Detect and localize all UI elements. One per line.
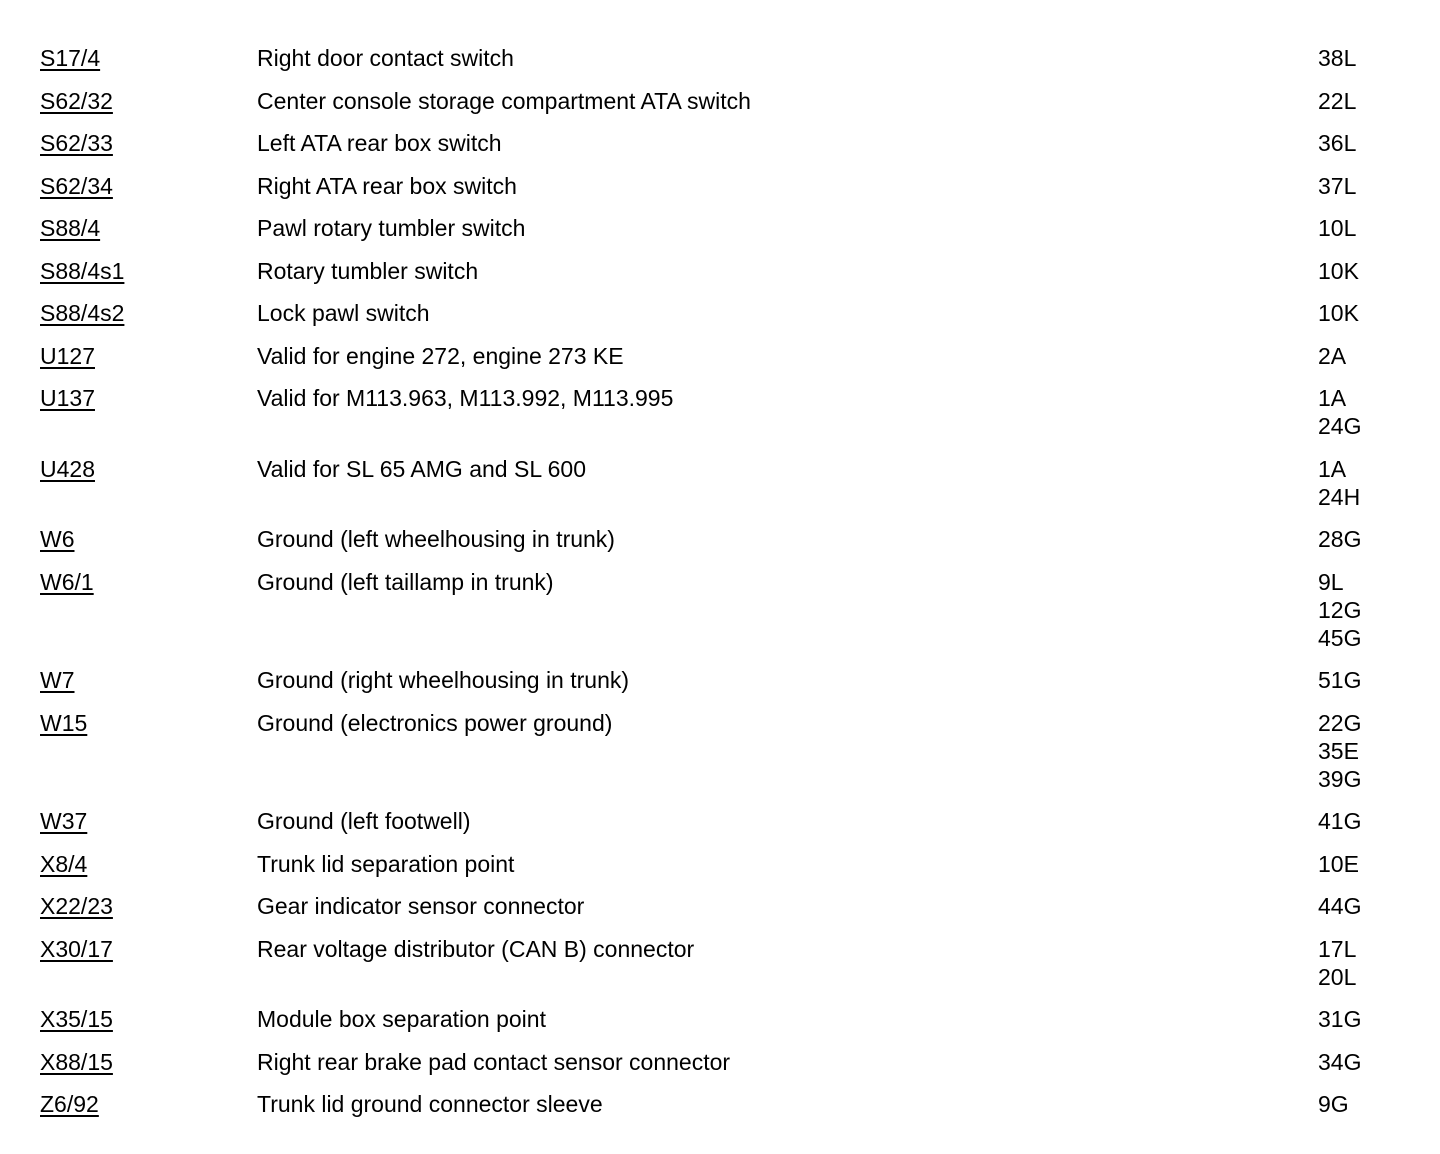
component-code-link[interactable]: U428 — [40, 455, 95, 482]
grid-coordinate: 9G — [1318, 1091, 1349, 1117]
component-code-link[interactable]: S17/4 — [40, 45, 101, 71]
component-legend-table — [0, 44, 1440, 1133]
grid-coordinate: 39G — [1318, 765, 1362, 792]
component-description: Gear indicator sensor connector — [257, 893, 585, 919]
grid-coordinate: 36L — [1318, 130, 1357, 156]
grid-coordinate: 37L — [1318, 172, 1357, 199]
component-code-link[interactable]: Z6/92 — [40, 1091, 99, 1117]
component-code-link[interactable]: X88/15 — [40, 1048, 113, 1075]
grid-coordinate: 24G — [1318, 413, 1362, 439]
grid-coordinates — [1318, 44, 1440, 72]
component-code-link[interactable]: S88/4s1 — [40, 257, 125, 284]
grid-coordinate: 2A — [1318, 342, 1347, 369]
legend-row — [0, 1090, 1440, 1118]
grid-coordinate: 22L — [1318, 87, 1357, 114]
component-description: Rear voltage distributor (CAN B) connector — [257, 935, 695, 962]
grid-coordinates — [1318, 455, 1440, 511]
legend-row — [0, 257, 1440, 285]
component-code-link[interactable]: S88/4s2 — [40, 300, 125, 326]
grid-coordinate: 22G — [1318, 709, 1362, 736]
grid-coordinates — [1318, 709, 1440, 793]
component-description: Pawl rotary tumbler switch — [257, 215, 526, 241]
grid-coordinates — [1318, 299, 1440, 327]
grid-coordinates — [1318, 666, 1440, 694]
component-description: Trunk lid ground connector sleeve — [257, 1091, 603, 1117]
component-description: Ground (right wheelhousing in trunk) — [257, 667, 630, 693]
grid-coordinate: 41G — [1318, 808, 1362, 834]
grid-coordinate: 35E — [1318, 737, 1359, 764]
grid-coordinate: 10L — [1318, 215, 1357, 241]
component-description: Right ATA rear box switch — [257, 172, 517, 199]
component-description: Valid for engine 272, engine 273 KE — [257, 342, 624, 369]
grid-coordinates — [1318, 525, 1440, 553]
grid-coordinates — [1318, 214, 1440, 242]
legend-row — [0, 568, 1440, 652]
grid-coordinates — [1318, 129, 1440, 157]
component-code-link[interactable]: W15 — [40, 709, 88, 736]
grid-coordinate: 10K — [1318, 300, 1359, 326]
grid-coordinate: 10K — [1318, 257, 1359, 284]
component-description: Right door contact switch — [257, 45, 514, 71]
legend-row — [0, 299, 1440, 327]
component-code-link[interactable]: X22/23 — [40, 893, 113, 919]
legend-row — [0, 525, 1440, 553]
component-description: Trunk lid separation point — [257, 850, 515, 877]
legend-row — [0, 342, 1440, 370]
component-code-link[interactable]: U137 — [40, 385, 95, 411]
legend-row — [0, 455, 1440, 511]
component-code-link[interactable]: W37 — [40, 808, 88, 834]
component-description: Ground (electronics power ground) — [257, 709, 613, 736]
component-description: Ground (left taillamp in trunk) — [257, 568, 554, 595]
component-description: Valid for SL 65 AMG and SL 600 — [257, 455, 587, 482]
legend-row — [0, 1048, 1440, 1076]
grid-coordinates — [1318, 935, 1440, 991]
component-code-link[interactable]: X35/15 — [40, 1006, 113, 1032]
component-description: Module box separation point — [257, 1006, 546, 1032]
legend-row — [0, 44, 1440, 72]
grid-coordinate: 44G — [1318, 893, 1362, 919]
component-description: Center console storage compartment ATA switch — [257, 87, 751, 114]
grid-coordinates — [1318, 87, 1440, 115]
grid-coordinate: 9L — [1318, 568, 1344, 595]
component-code-link[interactable]: W6/1 — [40, 568, 94, 595]
component-description: Right rear brake pad contact sensor connector — [257, 1048, 731, 1075]
grid-coordinates — [1318, 568, 1440, 652]
grid-coordinate: 1A — [1318, 385, 1347, 411]
grid-coordinate: 24H — [1318, 483, 1361, 510]
grid-coordinate: 38L — [1318, 45, 1357, 71]
legend-row — [0, 892, 1440, 920]
grid-coordinates — [1318, 384, 1440, 440]
grid-coordinate: 17L — [1318, 935, 1357, 962]
component-description: Valid for M113.963, M113.992, M113.995 — [257, 385, 674, 411]
grid-coordinates — [1318, 1005, 1440, 1033]
legend-row — [0, 807, 1440, 835]
component-code-link[interactable]: W7 — [40, 667, 75, 693]
legend-row — [0, 850, 1440, 878]
component-code-link[interactable]: S62/32 — [40, 87, 113, 114]
grid-coordinates — [1318, 342, 1440, 370]
component-code-link[interactable]: X8/4 — [40, 850, 88, 877]
legend-row — [0, 1005, 1440, 1033]
grid-coordinates — [1318, 850, 1440, 878]
grid-coordinates — [1318, 257, 1440, 285]
grid-coordinate: 31G — [1318, 1006, 1362, 1032]
component-code-link[interactable]: X30/17 — [40, 935, 113, 962]
legend-row — [0, 666, 1440, 694]
component-code-link[interactable]: S88/4 — [40, 215, 101, 241]
grid-coordinate: 12G — [1318, 596, 1362, 623]
grid-coordinate: 20L — [1318, 963, 1357, 990]
component-description: Left ATA rear box switch — [257, 130, 502, 156]
legend-row — [0, 172, 1440, 200]
grid-coordinates — [1318, 807, 1440, 835]
legend-row — [0, 129, 1440, 157]
legend-row — [0, 935, 1440, 991]
grid-coordinates — [1318, 1090, 1440, 1118]
grid-coordinates — [1318, 172, 1440, 200]
component-code-link[interactable]: S62/34 — [40, 172, 113, 199]
grid-coordinate: 1A — [1318, 455, 1347, 482]
grid-coordinate: 34G — [1318, 1048, 1362, 1075]
legend-row — [0, 87, 1440, 115]
legend-row — [0, 384, 1440, 440]
grid-coordinate: 45G — [1318, 624, 1362, 651]
component-code-link[interactable]: W6 — [40, 526, 75, 552]
component-description: Ground (left footwell) — [257, 808, 471, 834]
component-code-link[interactable]: S62/33 — [40, 130, 113, 156]
component-description: Rotary tumbler switch — [257, 257, 479, 284]
legend-row — [0, 214, 1440, 242]
legend-row — [0, 709, 1440, 793]
grid-coordinates — [1318, 1048, 1440, 1076]
grid-coordinate: 28G — [1318, 526, 1362, 552]
grid-coordinate: 51G — [1318, 667, 1362, 693]
component-description: Ground (left wheelhousing in trunk) — [257, 526, 615, 552]
grid-coordinate: 10E — [1318, 850, 1359, 877]
grid-coordinates — [1318, 892, 1440, 920]
component-code-link[interactable]: U127 — [40, 342, 95, 369]
component-description: Lock pawl switch — [257, 300, 430, 326]
